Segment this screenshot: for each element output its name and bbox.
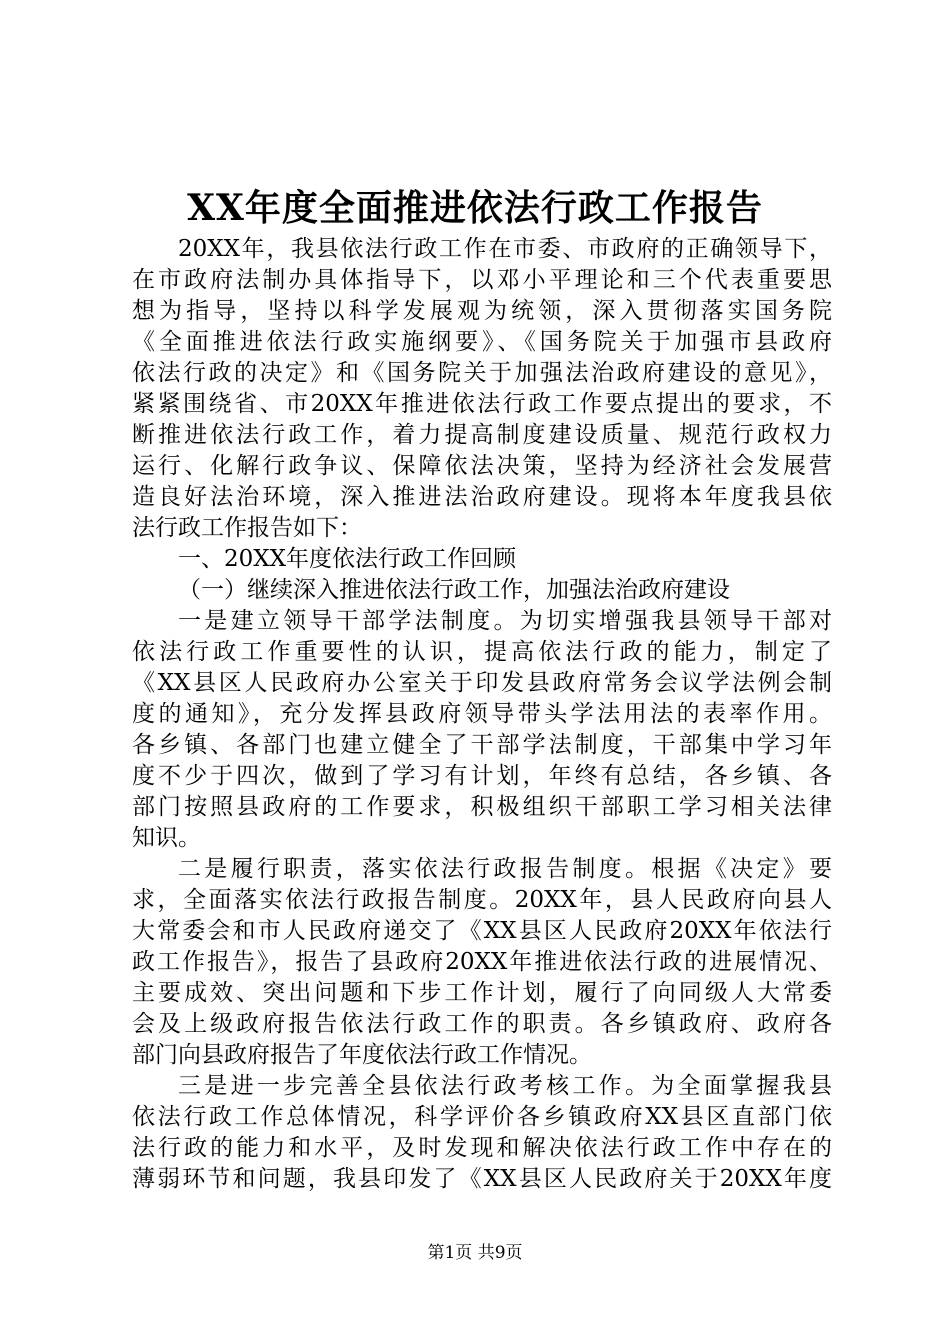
text-line: 三是进一步完善全县依法行政考核工作。为全面掌握我县 — [178, 1073, 832, 1099]
text-line: 大常委会和市人民政府递交了《XX县区人民政府20XX年依法行 — [132, 918, 832, 944]
text-line: 薄弱环节和问题，我县印发了《XX县区人民政府关于20XX年度 — [132, 1166, 832, 1192]
text-line: 会及上级政府报告依法行政工作的职责。各乡镇政府、政府各 — [132, 1011, 832, 1037]
text-line: 主要成效、突出问题和下步工作计划，履行了向同级人大常委 — [132, 980, 832, 1006]
text-line: 紧紧围绕省、市20XX年推进依法行政工作要点提出的要求，不 — [132, 391, 832, 417]
text-line: 《XX县区人民政府办公室关于印发县政府常务会议学法例会制 — [132, 670, 832, 696]
text-line: 知识。 — [132, 825, 201, 851]
text-line: 政工作报告》，报告了县政府20XX年推进依法行政的进展情况、 — [132, 949, 832, 975]
text-line: 度的通知》，充分发挥县政府领导带头学法用法的表率作用。 — [132, 701, 832, 727]
text-line: 度不少于四次，做到了学习有计划，年终有总结，各乡镇、各 — [132, 763, 832, 789]
text-line: 想为指导，坚持以科学发展观为统领，深入贯彻落实国务院 — [132, 298, 832, 324]
text-line: 《全面推进依法行政实施纲要》、《国务院关于加强市县政府 — [132, 329, 832, 355]
text-line: 造良好法治环境，深入推进法治政府建设。现将本年度我县依 — [132, 484, 832, 510]
text-line: 20XX年，我县依法行政工作在市委、市政府的正确领导下， — [178, 236, 832, 262]
text-line: 在市政府法制办具体指导下，以邓小平理论和三个代表重要思 — [132, 267, 832, 293]
text-line: 依法行政工作总体情况，科学评价各乡镇政府XX县区直部门依 — [132, 1104, 832, 1130]
document-body — [132, 234, 832, 1195]
text-line: 依法行政的决定》和《国务院关于加强法治政府建设的意见》， — [132, 360, 832, 386]
document-title: XX年度全面推进依法行政工作报告 — [187, 187, 763, 229]
page-number-footer: 第1页 共9页 — [427, 1243, 523, 1263]
text-line: 部门按照县政府的工作要求，积极组织干部职工学习相关法律 — [132, 794, 832, 820]
text-line: （一）继续深入推进依法行政工作，加强法治政府建设 — [178, 577, 730, 603]
text-line: 二是履行职责，落实依法行政报告制度。根据《决定》要 — [178, 856, 832, 882]
text-line: 部门向县政府报告了年度依法行政工作情况。 — [132, 1042, 592, 1068]
text-line: 一是建立领导干部学法制度。为切实增强我县领导干部对 — [178, 608, 832, 634]
text-line: 运行、化解行政争议、保障依法决策，坚持为经济社会发展营 — [132, 453, 832, 479]
text-line: 断推进依法行政工作，着力提高制度建设质量、规范行政权力 — [132, 422, 832, 448]
text-line: 法行政工作报告如下： — [132, 515, 362, 541]
text-line: 各乡镇、各部门也建立健全了干部学法制度，干部集中学习年 — [132, 732, 832, 758]
text-line: 求，全面落实依法行政报告制度。20XX年，县人民政府向县人 — [132, 887, 832, 913]
text-line: 法行政的能力和水平，及时发现和解决依法行政工作中存在的 — [132, 1135, 832, 1161]
text-line: 依法行政工作重要性的认识，提高依法行政的能力，制定了 — [132, 639, 832, 665]
text-line: 一、20XX年度依法行政工作回顾 — [178, 546, 517, 572]
